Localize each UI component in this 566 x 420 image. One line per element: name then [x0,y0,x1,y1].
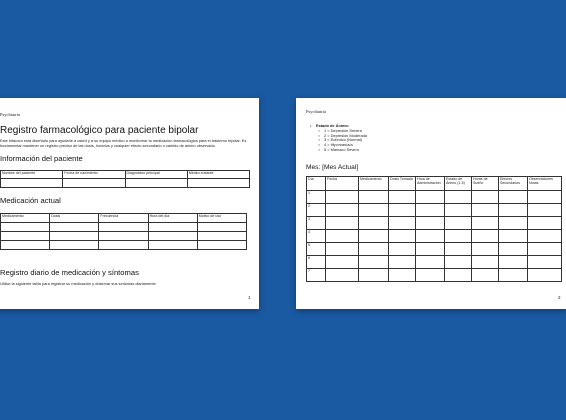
table-cell[interactable] [187,179,249,188]
table-cell[interactable] [472,230,499,243]
table-cell[interactable] [99,232,148,241]
table-cell[interactable] [326,256,359,269]
list-item: ○ 1 = Depresión Severa [318,127,362,133]
table-cell[interactable] [359,191,389,204]
table-cell[interactable] [499,191,528,204]
bullet-icon: • [310,123,312,128]
table-cell[interactable] [50,223,99,232]
column-header: Diagnóstico principal [125,171,187,179]
table-cell[interactable] [416,217,445,230]
circle-bullet-icon: ○ [318,146,321,152]
medication-heading: Medicación actual [0,196,61,205]
column-header: Medicamento [1,214,50,223]
circle-bullet-icon: ○ [318,137,321,143]
table-cell[interactable] [326,269,359,282]
table-cell[interactable] [389,256,416,269]
table-cell[interactable] [445,204,472,217]
table-cell[interactable] [472,256,499,269]
day-number-cell: 6 [307,256,326,269]
table-cell[interactable] [148,241,197,250]
table-cell[interactable] [359,230,389,243]
table-cell[interactable] [326,243,359,256]
day-number-cell: 1 [307,191,326,204]
column-header: Dosis [50,214,99,223]
table-cell[interactable] [326,230,359,243]
column-header: Dosis Tomada [389,177,416,191]
column-header: Estado de Ánimo (1-5) [445,177,472,191]
medication-table [0,213,247,250]
patient-info-heading: Información del paciente [0,154,83,163]
table-cell[interactable] [99,241,148,250]
circle-bullet-icon: ○ [318,132,321,138]
table-row [307,256,562,269]
table-cell[interactable] [359,204,389,217]
list-item: ○ 3 = Eutímico (Normal) [318,137,362,143]
table-cell[interactable] [416,230,445,243]
table-cell[interactable] [326,191,359,204]
table-cell[interactable] [326,204,359,217]
table-cell[interactable] [472,243,499,256]
day-number-cell: 2 [307,204,326,217]
table-row [307,204,562,217]
column-header: Hora del día [148,214,197,223]
page-header: Psychiatria [0,112,20,117]
document-page-1 [0,98,259,309]
daily-log-instruction: Utilice la siguiente tabla para registrar su medicación y observar sus síntomas diariamente. [0,281,157,286]
day-number-cell: 7 [307,269,326,282]
column-header: Médico tratante [187,171,249,179]
table-cell[interactable] [50,232,99,241]
table-cell[interactable] [359,243,389,256]
page-number: 1 [248,295,251,300]
table-cell[interactable] [445,243,472,256]
table-cell[interactable] [389,243,416,256]
table-row [307,230,562,243]
table-cell[interactable] [359,269,389,282]
table-cell[interactable] [197,223,246,232]
table-row [1,241,247,250]
table-row [1,232,247,241]
table-cell[interactable] [416,269,445,282]
day-number-cell: 5 [307,243,326,256]
day-number-cell: 4 [307,230,326,243]
table-header-row [307,177,562,191]
column-header: Fecha [326,177,359,191]
table-cell[interactable] [63,179,125,188]
table-cell[interactable] [528,204,562,217]
circle-bullet-icon: ○ [318,142,321,148]
table-cell[interactable] [389,217,416,230]
circle-bullet-icon: ○ [318,127,321,133]
table-cell[interactable] [472,217,499,230]
table-cell[interactable] [148,232,197,241]
table-header-row [1,214,247,223]
table-cell[interactable] [445,230,472,243]
list-item: ○ 5 = Maníaco Severo [318,146,359,152]
table-row [1,223,247,232]
table-cell[interactable] [125,179,187,188]
daily-log-heading: Registro diario de medicación y síntomas [0,268,139,277]
table-cell[interactable] [499,217,528,230]
column-header: Nombre del paciente [1,171,63,179]
table-cell[interactable] [499,230,528,243]
page-number: 2 [558,295,561,300]
table-cell[interactable] [472,204,499,217]
table-cell[interactable] [528,256,562,269]
column-header: Medicamento [359,177,389,191]
column-header: Motivo de uso [197,214,246,223]
table-cell[interactable] [445,191,472,204]
table-cell[interactable] [472,191,499,204]
table-row [307,191,562,204]
table-cell[interactable] [197,232,246,241]
mood-scale [310,123,367,153]
column-header: Efectos Secundarios [499,177,528,191]
table-cell[interactable] [1,223,50,232]
table-header-row [1,171,250,179]
patient-info-table [0,170,250,188]
table-cell[interactable] [389,230,416,243]
table-cell[interactable] [197,241,246,250]
table-cell[interactable] [416,256,445,269]
mood-scale-label: Estado de Ánimo: [316,123,350,128]
table-cell[interactable] [389,191,416,204]
table-cell[interactable] [1,179,63,188]
page-header: Psychiatria [306,109,326,114]
table-row [307,269,562,282]
table-cell[interactable] [389,269,416,282]
document-title: Registro farmacológico para paciente bipolar [0,125,199,136]
table-cell[interactable] [445,217,472,230]
column-header: Hora de Administración [416,177,445,191]
table-row [307,243,562,256]
daily-log-table [306,176,562,282]
list-item: ○ 2 = Depresión Moderada [318,132,367,138]
day-number-cell: 3 [307,217,326,230]
month-title: Mes: [Mes Actual] [306,164,359,171]
table-cell[interactable] [389,204,416,217]
table-cell[interactable] [528,243,562,256]
table-cell[interactable] [528,269,562,282]
table-cell[interactable] [528,191,562,204]
table-cell[interactable] [416,191,445,204]
table-cell[interactable] [472,269,499,282]
table-cell[interactable] [499,269,528,282]
table-cell[interactable] [445,256,472,269]
column-header: Día [307,177,326,191]
table-cell[interactable] [359,256,389,269]
column-header: Frecuencia [99,214,148,223]
intro-paragraph: Este bitácora está diseñado para ayudarle a usted y a su equipo médico a monitorear la medicación farmacológica para el trastorno bipolar. Es fundamental mantener un registro preciso de las dosis, horarios y cualquier efecto secundario o cambio de ánimo observado. [0,138,247,148]
table-row [1,179,250,188]
table-row [307,217,562,230]
table-cell[interactable] [1,232,50,241]
table-cell[interactable] [416,204,445,217]
table-cell[interactable] [99,223,148,232]
table-cell[interactable] [326,217,359,230]
table-cell[interactable] [499,204,528,217]
table-cell[interactable] [50,241,99,250]
document-page-2 [296,98,566,309]
table-cell[interactable] [148,223,197,232]
table-cell[interactable] [528,230,562,243]
column-header: Fecha de nacimiento [63,171,125,179]
table-cell[interactable] [416,243,445,256]
table-cell[interactable] [359,217,389,230]
table-cell[interactable] [499,243,528,256]
table-cell[interactable] [1,241,50,250]
table-cell[interactable] [499,256,528,269]
table-cell[interactable] [445,269,472,282]
column-header: Horas de Sueño [472,177,499,191]
column-header: Observaciones Notas [528,177,562,191]
table-cell[interactable] [528,217,562,230]
list-item: ○ 4 = Hipomanía/a [318,142,353,148]
